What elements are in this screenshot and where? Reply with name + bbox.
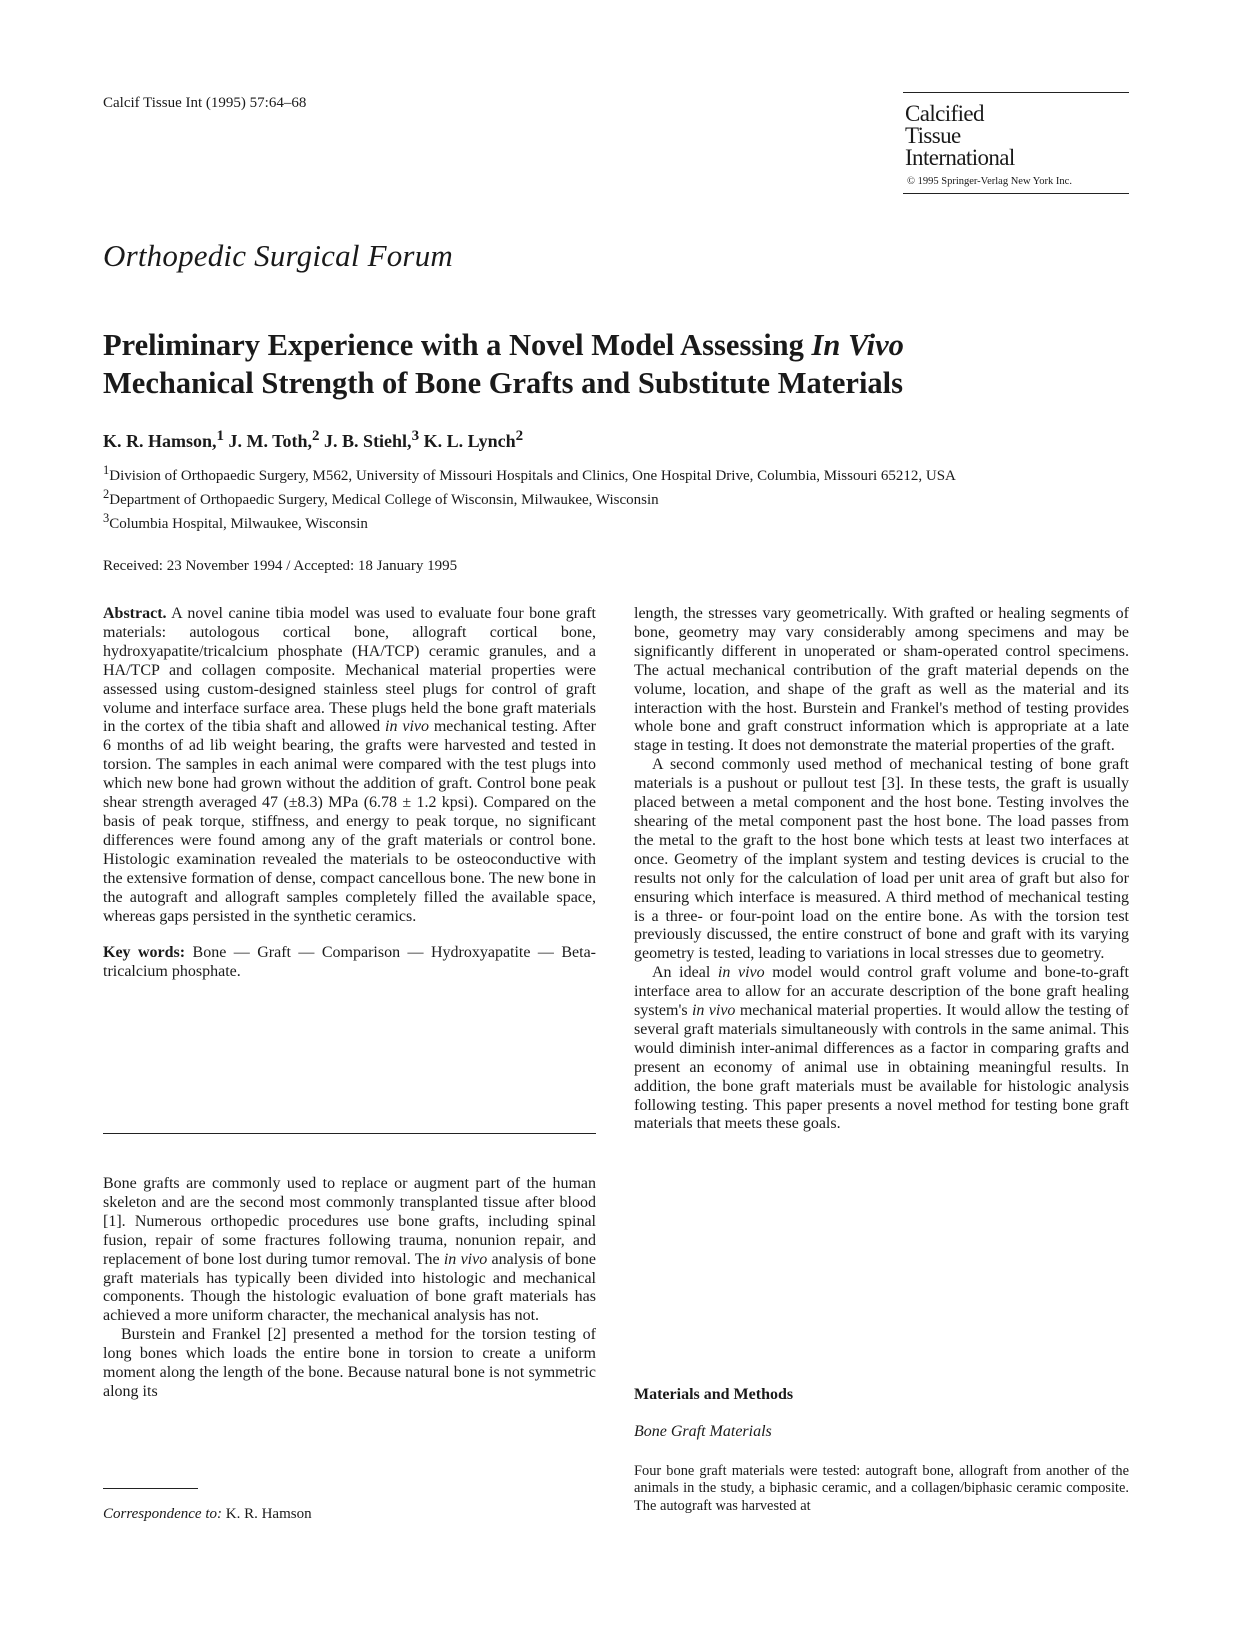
affiliation-number: 3 bbox=[103, 511, 110, 525]
section-title: Orthopedic Surgical Forum bbox=[103, 238, 453, 273]
keywords-paragraph bbox=[103, 944, 596, 982]
title-italic: In Vivo bbox=[811, 328, 904, 362]
intro-text: analysis of bone graft materials has typically been divided into histologic and mechanical components. Though the histologic evaluation of bone graft materials has achieved a more uniform character, the mechanical analysis has not. bbox=[103, 1250, 597, 1325]
keywords-text: Bone — Graft — Comparison — Hydroxyapatite — Beta-tricalcium phosphate. bbox=[103, 944, 597, 981]
title-part-1: Preliminary Experience with a Novel Model Assessing bbox=[103, 328, 812, 362]
intro-paragraph bbox=[103, 1175, 596, 1326]
title-part-2: Mechanical Strength of Bone Grafts and Substitute Materials bbox=[103, 366, 904, 400]
body-italic: in vivo bbox=[691, 1002, 736, 1020]
logo-top-rule bbox=[903, 92, 1129, 93]
materials-text: Four bone graft materials were tested: autograft bone, allograft from another of the animals in the study, a biphasic ceramic, and a collagen/biphasic ceramic composite. The autograft was harvested at bbox=[634, 1463, 1129, 1514]
journal-citation: Calcif Tissue Int (1995) 57:64–68 bbox=[103, 95, 307, 111]
affiliations bbox=[103, 461, 1123, 533]
author-affil-marker: 2 bbox=[312, 428, 320, 444]
logo-bottom-rule bbox=[903, 193, 1129, 194]
body-paragraph: length, the stresses vary geometrically. With grafted or healing segments of bone, geometry may vary considerably among specimens and may be significantly different in unoperated or sham-operated control specimens. The actual mechanical contribution of the graft material depends on the volume, location, and shape of the graft as well as the material and its interaction with the host. Burstein and Frankel's method of testing provides whole bone and graft construct information which is appropriate at a late stage in testing. It does not demonstrate the material properties of the graft. bbox=[634, 605, 1129, 755]
abstract-divider bbox=[103, 1133, 596, 1134]
materials-paragraph bbox=[634, 1463, 1129, 1515]
affiliation-item bbox=[103, 485, 1123, 509]
body-text: mechanical material properties. It would allow the testing of several graft materials simultaneously with controls in the same animal. This would diminish inter-animal differences as a factor in comparing grafts and present an economy of animal use in obtaining meaningful results. In addition, the bone graft materials must be available for histologic analysis following testing. This paper presents a novel method for testing bone graft materials that meets these goals. bbox=[634, 1002, 1130, 1133]
intro-right-column bbox=[634, 605, 1129, 1134]
logo-line-international: International bbox=[905, 145, 1015, 170]
affiliation-item bbox=[103, 461, 1123, 485]
journal-logo bbox=[903, 92, 1129, 194]
author-affil-marker: 2 bbox=[515, 428, 524, 444]
abstract-block bbox=[103, 605, 596, 982]
author-name: J. M. Toth, bbox=[228, 431, 313, 451]
affiliation-text: Division of Orthopaedic Surgery, M562, University of Missouri Hospitals and Clinics, One Hospital Drive, Columbia, Missouri 65212, USA bbox=[109, 468, 956, 484]
abstract-label: Abstract. bbox=[103, 605, 167, 622]
materials-methods-heading: Materials and Methods bbox=[634, 1386, 794, 1403]
intro-paragraph: Burstein and Frankel [2] presented a method for the torsion testing of long bones which loads the entire bone in torsion to create a uniform moment along the length of the bone. Because natural bone is not symmetric along its bbox=[103, 1326, 596, 1400]
footnote-rule bbox=[103, 1488, 198, 1489]
body-text: An ideal bbox=[652, 964, 718, 982]
body-text: model would control graft volume and bone-to-graft interface area to allow for an accurate description of the bone graft healing system's bbox=[634, 964, 1130, 1020]
author-list bbox=[103, 428, 523, 452]
correspondence-name: K. R. Hamson bbox=[222, 1506, 312, 1522]
abstract-italic: in vivo bbox=[385, 718, 429, 736]
abstract-text: A novel canine tibia model was used to evaluate four bone graft materials: autologous cortical bone, allograft cortical bone, hydroxyapatite/tricalcium phosphate (HA/TCP) ceramic granules, and a HA/TCP and collagen composite. Mechanical material properties were assessed using custom-designed stainless steel plugs for control of graft volume and interface surface area. These plugs held the bone graft materials in the cortex of the tibia shaft and allowed bbox=[103, 605, 596, 736]
logo-line-tissue: Tissue bbox=[905, 123, 961, 148]
affiliation-number: 2 bbox=[103, 487, 110, 501]
affiliation-text: Department of Orthopaedic Surgery, Medical College of Wisconsin, Milwaukee, Wisconsin bbox=[109, 492, 659, 508]
author-affil-marker: 1 bbox=[216, 428, 225, 444]
bone-graft-materials-subheading: Bone Graft Materials bbox=[634, 1423, 772, 1440]
author-name: K. L. Lynch bbox=[423, 431, 516, 451]
logo-line-calcified: Calcified bbox=[905, 101, 984, 126]
intro-text: Bone grafts are commonly used to replace or augment part of the human skeleton and are the second most commonly transplanted tissue after blood [1]. Numerous orthopedic procedures use bone grafts, including spinal fusion, repair of some fractures following trauma, nonunion repair, and replacement of bone lost during tumor removal. The bbox=[103, 1175, 596, 1268]
intro-left-column bbox=[103, 1175, 596, 1402]
author-affil-marker: 3 bbox=[411, 428, 420, 444]
abstract-text: mechanical testing. After 6 months of ad lib weight bearing, the grafts were harvested and tested in torsion. The samples in each animal were compared with the test plugs into which new bone had grown without the addition of graft. Control bone peak shear strength averaged 47 (±8.3) MPa (6.78 ± 1.2 kpsi). Compared on the basis of peak torque, stiffness, and energy to peak torque, no significant differences were found among any of the graft materials or control bone. Histologic examination revealed the materials to be osteoconductive with the extensive formation of dense, compact cancellous bone. The new bone in the autograft and allograft samples completely filled the available space, whereas gaps persisted in the synthetic ceramics. bbox=[103, 718, 596, 925]
intro-italic: in vivo bbox=[443, 1250, 488, 1268]
affiliation-number: 1 bbox=[103, 463, 110, 477]
body-paragraph: A second commonly used method of mechanical testing of bone graft materials is a pushout or pullout test [3]. In these tests, the graft is usually placed between a metal component and the host bone. Testing involves the shearing of the metal component past the host bone. The load passes from the metal to the graft to the host bone which tests at least two interfaces at once. Geometry of the implant system and testing devices is crucial to the results not only for the calculation of load per unit area of graft but also for ensuring which interface is measured. A third method of mechanical testing is a three- or four-point load on the entire bone. As with the torsion test previously discussed, the entire construct of bone and graft with its varying geometry is tested, leading to variations in local stresses due to geometry. bbox=[634, 756, 1129, 963]
abstract-paragraph bbox=[103, 605, 596, 926]
correspondence-note bbox=[103, 1506, 312, 1523]
body-paragraph bbox=[634, 964, 1129, 1134]
paper-title bbox=[103, 326, 1153, 402]
affiliation-item bbox=[103, 509, 1123, 533]
author-name: J. B. Stiehl, bbox=[324, 431, 412, 451]
affiliation-text: Columbia Hospital, Milwaukee, Wisconsin bbox=[109, 516, 368, 532]
keywords-label: Key words: bbox=[103, 944, 186, 962]
copyright-notice: © 1995 Springer-Verlag New York Inc. bbox=[907, 176, 1072, 187]
correspondence-label: Correspondence to: bbox=[103, 1506, 223, 1522]
received-accepted-dates: Received: 23 November 1994 / Accepted: 18 January 1995 bbox=[103, 558, 458, 574]
author-name: K. R. Hamson, bbox=[103, 431, 217, 451]
body-italic: in vivo bbox=[717, 964, 765, 982]
